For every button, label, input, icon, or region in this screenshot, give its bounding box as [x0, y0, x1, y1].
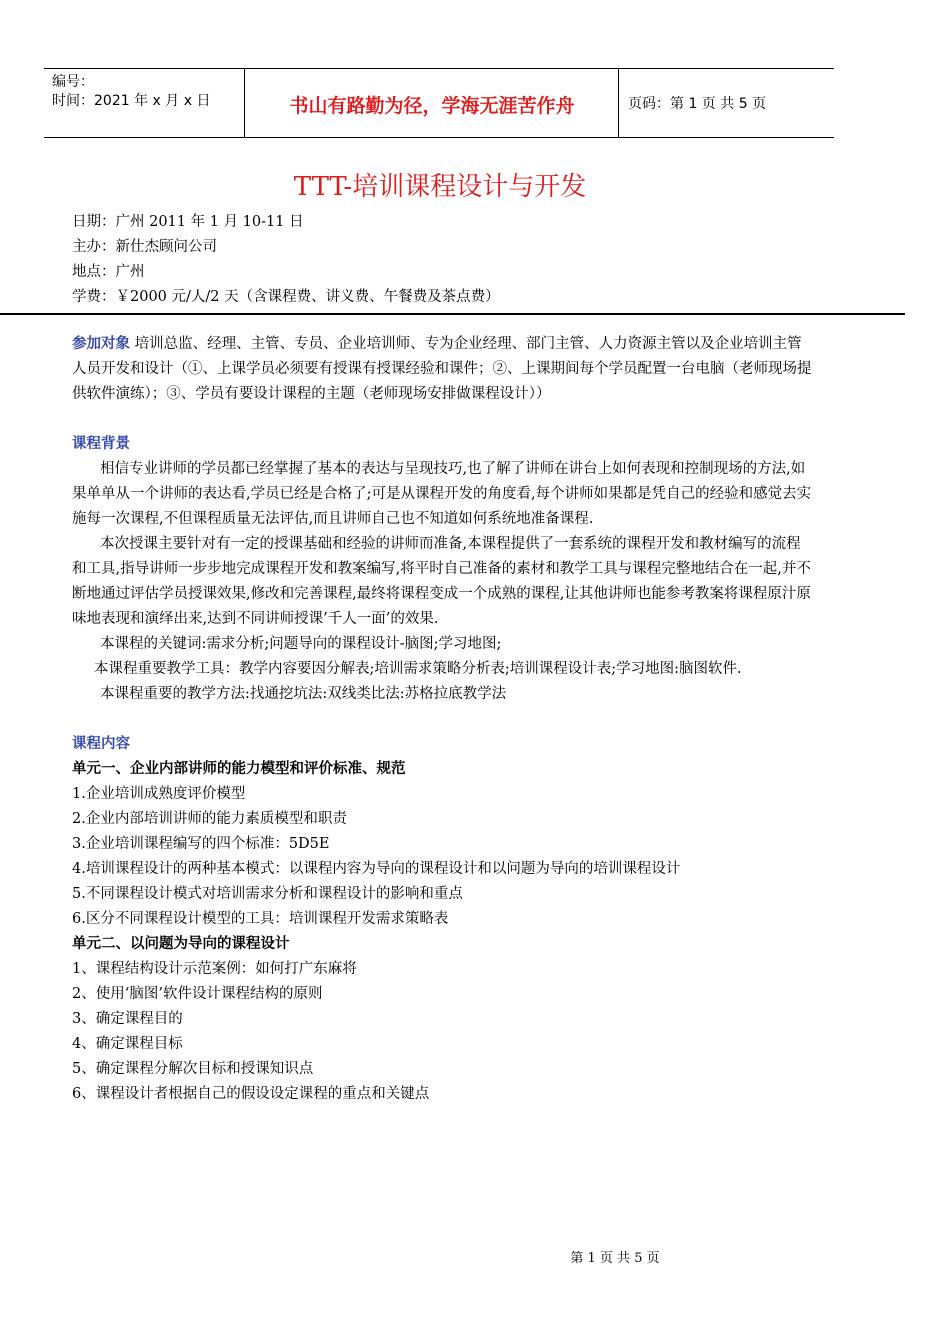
horizontal-rule	[0, 313, 905, 315]
header-page-info: 页码：第 1 页 共 5 页	[628, 96, 767, 112]
header-divider	[244, 69, 245, 137]
unit2-list	[72, 957, 812, 1107]
header-left-cell	[52, 73, 210, 111]
meta-place: 地点：广州	[72, 264, 145, 280]
meta-date: 日期：广州 2011 年 1 月 10-11 日	[72, 214, 304, 230]
unit1-list	[72, 782, 812, 932]
list-item: 5、确定课程分解次目标和授课知识点	[72, 1061, 314, 1077]
list-item: 5.不同课程设计模式对培训需求分析和课程设计的影响和重点	[72, 886, 463, 902]
audience-paragraph	[72, 332, 812, 407]
audience-label: 参加对象	[72, 336, 130, 352]
background-paragraph: 本次授课主要针对有一定的授课基础和经验的讲师而准备,本课程提供了一套系统的课程开发和教材编写的流程和工具,指导讲师一步步地完成课程开发和教案编写,将平时自己准备的素材和教学工具与课程完整地结合在一起,并不断地通过评估学员授课效果,修改和完善课程,最终将课程变成一个成熟的课程,让其他讲师也能参考教案将课程原汁原味地表现和演绎出来,达到不同讲师授课’千人一面’的效果.	[72, 536, 811, 627]
document-title: TTT-培训课程设计与开发	[293, 172, 587, 202]
number-label: 编号：	[52, 74, 94, 90]
list-item: 6.区分不同课程设计模型的工具：培训课程开发需求策略表	[72, 911, 449, 927]
tools-paragraph: 本课程重要教学工具：教学内容要因分解表;培训需求策略分析表;培训课程设计表;学习地图:脑图软件.	[94, 661, 742, 677]
list-item: 6、课程设计者根据自己的假设设定课程的重点和关键点	[72, 1086, 430, 1102]
audience-text: 培训总监、经理、主管、专员、企业培训师、专为企业经理、部门主管、人力资源主管以及企业培训主管人员开发和设计（①、上课学员必须要有授课有授课经验和课件；②、上课期间每个学员配置一台电脑（老师现场提供软件演练）；③、学员有要设计课程的主题（老师现场安排做课程设计））	[72, 336, 812, 402]
meta-host: 主办：新仕杰顾问公司	[72, 239, 217, 255]
background-paragraph: 相信专业讲师的学员都已经掌握了基本的表达与呈现技巧,也了解了讲师在讲台上如何表现和控制现场的方法,如果单单从一个讲师的表达看,学员已经是合格了;可是从课程开发的角度看,每个讲师如果都是凭自己的经验和感觉去实施每一次课程,不但课程质量无法评估,而且讲师自己也不知道如何系统地准备课程.	[72, 461, 812, 527]
unit-title: 单元一、企业内部讲师的能力模型和评价标准、规范	[72, 761, 406, 777]
list-item: 3.企业培训课程编写的四个标准：5D5E	[72, 836, 330, 852]
meta-fee: 学费：￥2000 元/人/2 天（含课程费、讲义费、午餐费及茶点费）	[72, 289, 500, 305]
time-label: 时间：2021 年 x 月 x 日	[52, 93, 211, 109]
page-footer: 第 1 页 共 5 页	[570, 1251, 660, 1266]
list-item: 1、课程结构设计示范案例：如何打广东麻将	[72, 961, 357, 977]
header-divider	[618, 69, 619, 137]
list-item: 2、使用‘脑图’软件设计课程结构的原则	[72, 986, 323, 1002]
content-heading: 课程内容	[72, 736, 130, 752]
list-item: 4.培训课程设计的两种基本模式：以课程内容为导向的课程设计和以问题为导向的培训课程设计	[72, 861, 681, 877]
document-body	[72, 332, 812, 1107]
list-item: 1.企业培训成熟度评价模型	[72, 786, 246, 802]
list-item: 4、确定课程目标	[72, 1036, 183, 1052]
unit-title: 单元二、以问题为导向的课程设计	[72, 936, 290, 952]
header-table	[44, 68, 834, 138]
list-item: 3、确定课程目的	[72, 1011, 183, 1027]
course-meta	[72, 210, 500, 310]
background-heading: 课程背景	[72, 436, 130, 452]
list-item: 2.企业内部培训讲师的能力素质模型和职责	[72, 811, 347, 827]
header-motto: 书山有路勤为径，学海无涯苦作舟	[289, 95, 575, 117]
methods-paragraph: 本课程重要的教学方法:找通挖坑法:双线类比法:苏格拉底教学法	[100, 686, 507, 702]
keywords-paragraph: 本课程的关键词:需求分析;问题导向的课程设计-脑图;学习地图;	[100, 636, 502, 652]
